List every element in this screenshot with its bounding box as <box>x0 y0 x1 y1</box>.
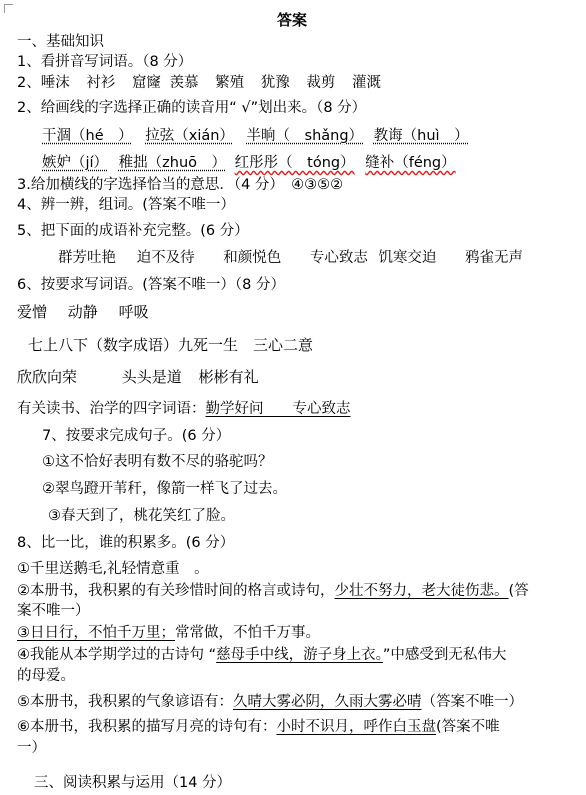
answer-word: 灌溉 <box>352 75 381 91</box>
answer-underlined: 久晴大雾必阴，久雨大雾必晴 <box>233 694 422 710</box>
question-8-answer-6-cont: 一） <box>17 740 46 756</box>
reading-words-prompt: 有关读书、治学的四字词语： <box>17 401 206 417</box>
answer-note: （答案不唯一） <box>421 694 523 710</box>
question-8-answer-5 <box>17 693 523 711</box>
answer-note: (答 <box>508 583 529 599</box>
question-8-answer-4 <box>17 646 506 664</box>
pinyin-item: 嫉妒（jí） <box>42 155 109 171</box>
answer-note: (答案不唯 <box>436 719 500 735</box>
page-title: 答案 <box>277 11 308 29</box>
answer-word: 衬衫 <box>86 75 116 91</box>
idiom-answer: 迫不及待 <box>136 250 195 266</box>
question-7-answer-1: ①这不恰好表明有数不尽的骆驼吗？ <box>42 454 273 470</box>
reading-words-answer: 勤学好问 专心致志 <box>205 401 351 417</box>
antonym-word: 动静 <box>67 303 98 321</box>
answer-text: ”中感受到无私伟大 <box>382 647 507 663</box>
pinyin-item: 红彤彤（ tóng） <box>234 155 355 171</box>
answer-prompt: ⑥本册书，我积累的描写月亮的诗句有： <box>17 719 277 735</box>
pinyin-item: 半晌（ shǎng） <box>246 128 364 144</box>
question-8-answer-2 <box>17 582 529 600</box>
question-2: 2、给画线的字选择正确的读音用“ √”划出来。（8 分） <box>17 100 367 116</box>
idiom-answer: 群芳吐艳 <box>58 250 116 266</box>
answer-word: 繁殖 <box>215 75 245 91</box>
answer-prompt: ⑤本册书，我积累的气象谚语有： <box>17 694 233 710</box>
question-7: 7、按要求完成句子。(6 分） <box>42 428 231 444</box>
question-8-answer-2-cont: 案不唯一） <box>17 603 90 619</box>
answer-underlined: 慈母手中线，游子身上衣。 <box>216 647 383 663</box>
antonym-word: 爱憎 <box>17 303 48 321</box>
answer-word: 2、唾沫 <box>17 75 70 91</box>
idiom-answer: 鸦雀无声 <box>465 250 524 266</box>
answer-word: 裁剪 <box>306 75 336 91</box>
question-8-answer-4-cont: 的母爱。 <box>17 668 75 684</box>
question-6: 6、按要求写词语。(答案不唯一）（8 分） <box>17 277 285 293</box>
antonym-word: 呼吸 <box>118 303 149 321</box>
question-6-line-4 <box>17 400 351 418</box>
answer-word: 犹豫 <box>260 75 290 91</box>
question-4: 4、辨一辨，组词。(答案不唯一） <box>17 197 235 213</box>
answer-underlined: 少壮不努力，老大徒伤悲。 <box>334 583 509 599</box>
question-6-line-3 <box>17 368 259 386</box>
answer-word: 羡慕 <box>169 75 199 91</box>
section-basic-knowledge: 一、基础知识 <box>17 34 104 50</box>
idiom-word: 欣欣向荣 <box>17 368 78 386</box>
answer-prompt: ④我能从本学期学过的古诗句 “ <box>17 647 217 663</box>
question-5: 5、把下面的成语补充完整。(6 分） <box>17 223 249 239</box>
answer-prompt: ②本册书，我积累的有关珍惜时间的格言或诗句， <box>17 583 335 599</box>
question-8-answer-1: ①千里送鹅毛,礼轻情意重 。 <box>17 561 209 577</box>
idiom-word: 头头是道 <box>121 368 182 386</box>
question-2-row-2 <box>42 154 456 172</box>
idiom-word: 彬彬有礼 <box>198 368 259 386</box>
question-1: 1、看拼音写词语。（8 分） <box>17 54 193 70</box>
idiom-answer: 专心致志 <box>309 250 368 266</box>
question-8-answer-3 <box>17 624 320 642</box>
pinyin-item: 稚拙（zhuō ） <box>118 155 227 171</box>
question-8: 8、比一比，谁的积累多。(6 分） <box>17 535 235 551</box>
answer-word: 窟窿 <box>131 75 161 91</box>
question-2-row-1 <box>42 127 469 145</box>
question-7-answer-3: ③春天到了，桃花笑红了脸。 <box>48 508 235 524</box>
question-8-answer-6 <box>17 718 500 736</box>
pinyin-item: 干涸（hé ） <box>42 128 133 144</box>
question-5-answers <box>58 249 523 267</box>
question-6-line-1 <box>17 303 149 321</box>
question-7-answer-2: ②翠鸟蹬开苇秆，像箭一样飞了过去。 <box>42 481 287 497</box>
idiom-answer: 和颜悦色 <box>223 250 282 266</box>
pinyin-item: 缝补（féng） <box>365 155 456 171</box>
page-corner-mark <box>4 4 13 13</box>
question-1-answers <box>17 74 381 92</box>
section-reading: 三、阅读积累与运用（14 分） <box>34 775 232 791</box>
answer-underlined: 小时不识月，呼作白玉盘 <box>276 719 436 735</box>
question-6-line-2: 七上八下（数字成语）九死一生 三心二意 <box>28 336 314 354</box>
pinyin-item: 教诲（huì ） <box>373 128 469 144</box>
question-3: 3.给加横线的字选择恰当的意思．（4 分） ④③⑤② <box>17 177 344 193</box>
answer-underlined: ③日日行，不怕千万里； <box>17 625 175 641</box>
answer-text: 常常做，不怕千万事。 <box>175 625 320 641</box>
pinyin-item: 拉弦（xián） <box>145 128 234 144</box>
idiom-answer: 饥寒交迫 <box>378 250 437 266</box>
